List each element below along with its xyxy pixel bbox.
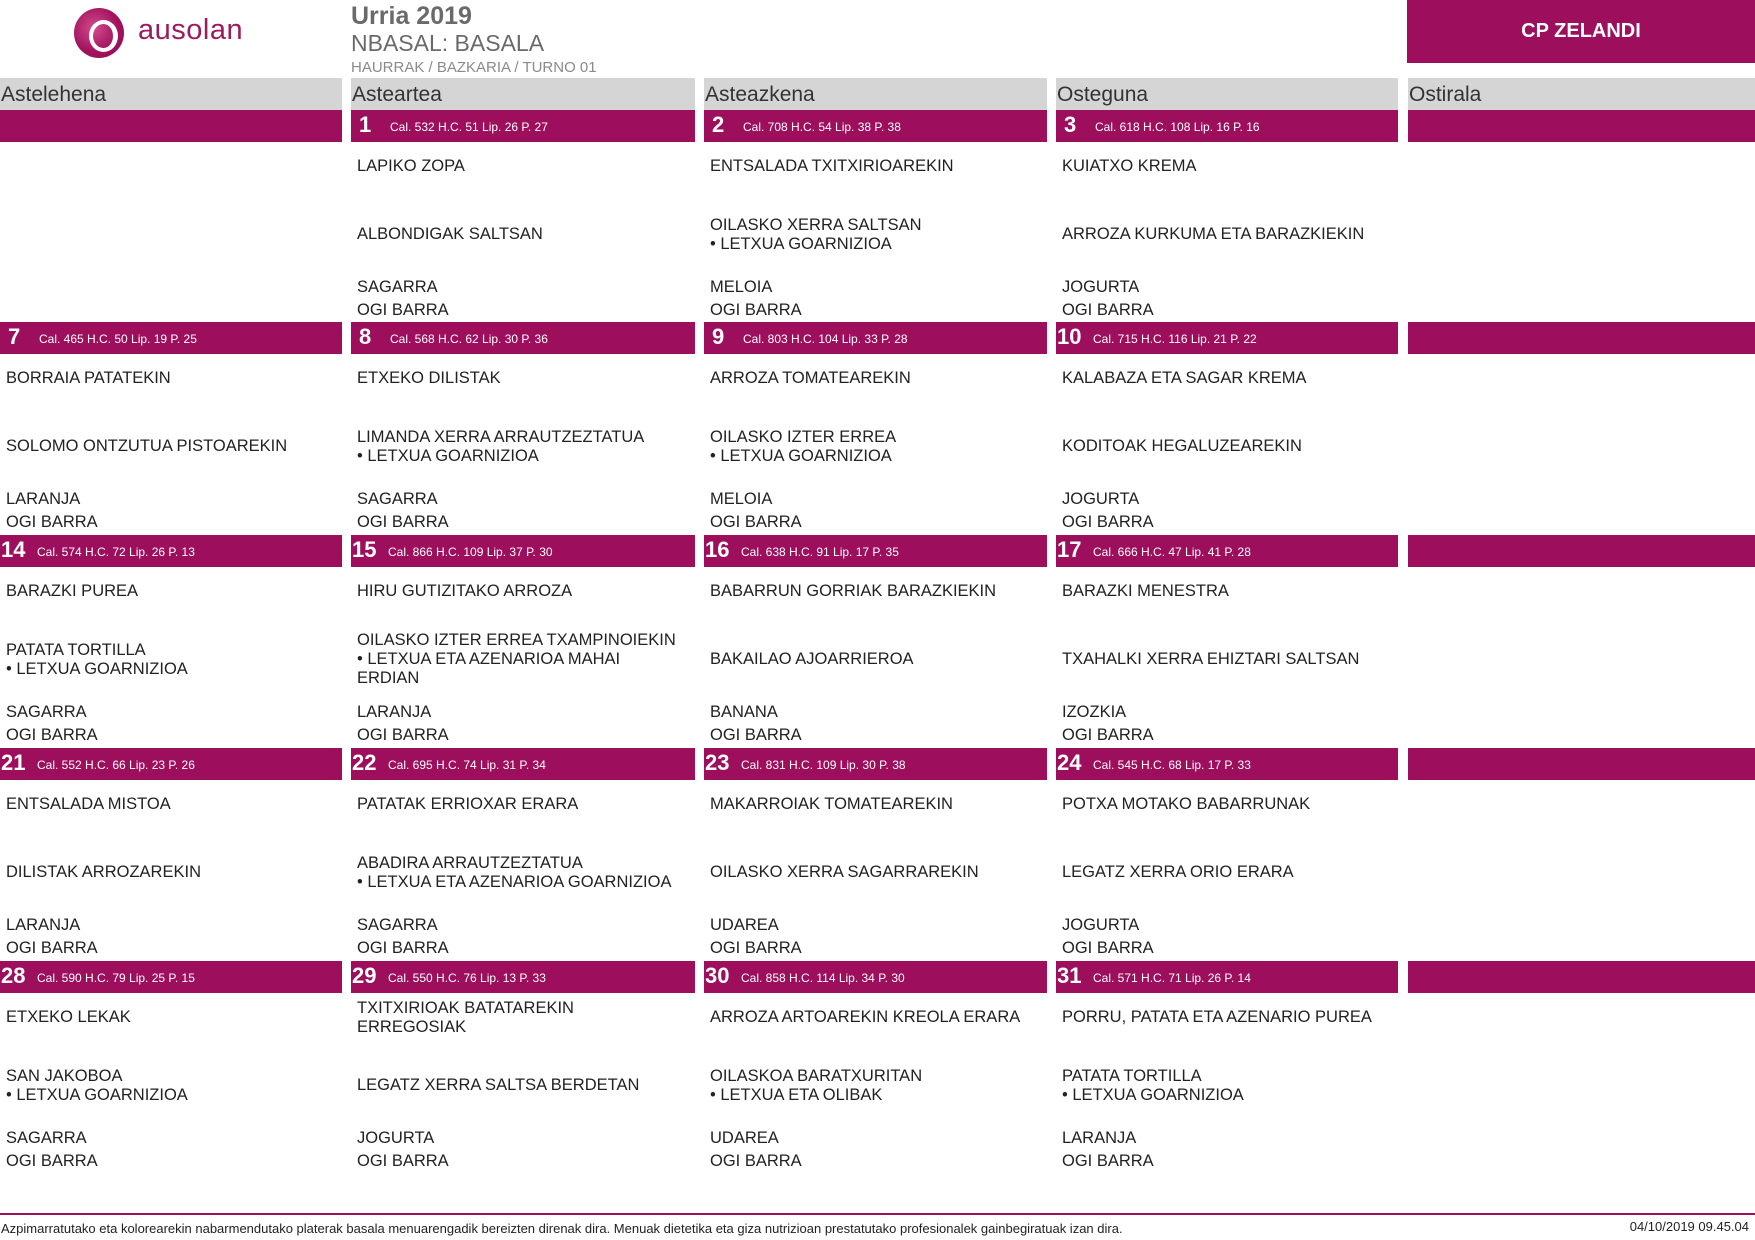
logo-text: ausolan xyxy=(138,14,244,46)
bread: OGI BARRA xyxy=(710,513,802,531)
day-bar xyxy=(0,535,342,567)
dessert: IZOZKIA xyxy=(1062,703,1127,721)
nutrition-info: Cal. 618 H.C. 108 Lip. 16 P. 16 xyxy=(1095,120,1260,134)
day-bar xyxy=(1056,535,1398,567)
day-bar xyxy=(351,322,695,354)
first-course: BARAZKI MENESTRA xyxy=(1062,582,1229,600)
bread: OGI BARRA xyxy=(710,1152,802,1170)
second-course: ERDIAN xyxy=(357,669,420,687)
day-number: 29 xyxy=(352,963,377,988)
day-bar xyxy=(704,961,1047,993)
day-number: 17 xyxy=(1057,537,1082,562)
second-course: OILASKO XERRA SALTSAN xyxy=(710,215,922,234)
first-course: ARROZA TOMATEAREKIN xyxy=(710,369,911,387)
nutrition-info: Cal. 695 H.C. 74 Lip. 31 P. 34 xyxy=(388,758,546,772)
dessert: JOGURTA xyxy=(357,1129,435,1147)
second-course: LIMANDA XERRA ARRAUTZEZTATUA xyxy=(357,427,645,446)
second-course: PATATA TORTILLA xyxy=(6,640,146,659)
nutrition-info: Cal. 545 H.C. 68 Lip. 17 P. 33 xyxy=(1093,758,1251,772)
first-course: KUIATXO KREMA xyxy=(1062,157,1197,175)
day-number: 3 xyxy=(1064,112,1077,137)
second-course: • LETXUA GOARNIZIOA xyxy=(710,234,892,253)
day-number: 31 xyxy=(1057,963,1082,988)
day-number: 30 xyxy=(705,963,730,988)
second-course: OILASKO IZTER ERREA TXAMPINOIEKIN xyxy=(357,631,676,649)
logo-a-icon xyxy=(74,8,124,58)
dessert: UDAREA xyxy=(710,916,779,934)
dessert: UDAREA xyxy=(710,1129,779,1147)
nutrition-info: Cal. 568 H.C. 62 Lip. 30 P. 36 xyxy=(390,332,548,346)
day-header-3: Osteguna xyxy=(1056,78,1398,110)
day-bar xyxy=(1056,322,1398,354)
day-header-2: Asteazkena xyxy=(704,78,1047,110)
day-bar xyxy=(351,535,695,567)
day-bar xyxy=(0,961,342,993)
first-course: LAPIKO ZOPA xyxy=(357,157,465,175)
second-course: • LETXUA GOARNIZIOA xyxy=(357,446,539,465)
day-number: 8 xyxy=(359,324,372,349)
dessert: JOGURTA xyxy=(1062,916,1140,934)
day-header-0: Astelehena xyxy=(0,78,342,110)
nutrition-info: Cal. 574 H.C. 72 Lip. 26 P. 13 xyxy=(37,545,195,559)
day-bar xyxy=(704,535,1047,567)
bread: OGI BARRA xyxy=(1062,301,1154,319)
nutrition-info: Cal. 638 H.C. 91 Lip. 17 P. 35 xyxy=(741,545,899,559)
bread: OGI BARRA xyxy=(357,726,449,744)
second-course: TXAHALKI XERRA EHIZTARI SALTSAN xyxy=(1062,650,1360,668)
school-badge: CP ZELANDI xyxy=(1407,0,1755,63)
bread: OGI BARRA xyxy=(357,301,449,319)
bread: OGI BARRA xyxy=(6,726,98,744)
first-course: PORRU, PATATA ETA AZENARIO PUREA xyxy=(1062,1008,1372,1026)
day-bar xyxy=(351,961,695,993)
bread: OGI BARRA xyxy=(710,939,802,957)
bread: OGI BARRA xyxy=(1062,939,1154,957)
day-bar xyxy=(704,110,1047,142)
day-bar xyxy=(1408,961,1755,993)
footer-note: Azpimarratutako eta kolorearekin nabarmendutako platerak basala menuarengadik bereizten direnak dira. Menuak dietetika eta giza nutrizioan prestatutako profesionalek gainbegiratuak izan dira. xyxy=(1,1221,1123,1236)
day-bar xyxy=(704,322,1047,354)
nutrition-info: Cal. 858 H.C. 114 Lip. 34 P. 30 xyxy=(741,971,905,985)
nutrition-info: Cal. 666 H.C. 47 Lip. 41 P. 28 xyxy=(1093,545,1251,559)
day-number: 7 xyxy=(8,324,21,349)
nutrition-info: Cal. 552 H.C. 66 Lip. 23 P. 26 xyxy=(37,758,195,772)
bread: OGI BARRA xyxy=(6,939,98,957)
footer-divider xyxy=(0,1213,1755,1215)
dessert: MELOIA xyxy=(710,278,773,296)
page-title: Urria 2019 xyxy=(351,2,472,30)
nutrition-info: Cal. 831 H.C. 109 Lip. 30 P. 38 xyxy=(741,758,906,772)
day-number: 9 xyxy=(712,324,725,349)
bread: OGI BARRA xyxy=(710,301,802,319)
first-course: POTXA MOTAKO BABARRUNAK xyxy=(1062,795,1311,813)
second-course: LEGATZ XERRA ORIO ERARA xyxy=(1062,863,1294,881)
second-course: • LETXUA ETA AZENARIOA GOARNIZIOA xyxy=(357,872,672,891)
day-bar xyxy=(1408,748,1755,780)
bread: OGI BARRA xyxy=(357,1152,449,1170)
second-course: ABADIRA ARRAUTZEZTATUA xyxy=(357,853,583,872)
first-course: ERREGOSIAK xyxy=(357,1017,467,1036)
bread: OGI BARRA xyxy=(357,939,449,957)
nutrition-info: Cal. 532 H.C. 51 Lip. 26 P. 27 xyxy=(390,120,548,134)
second-course: DILISTAK ARROZAREKIN xyxy=(6,863,201,881)
day-number: 1 xyxy=(359,112,372,137)
day-bar xyxy=(0,322,342,354)
day-number: 21 xyxy=(1,750,26,775)
day-bar xyxy=(0,748,342,780)
nutrition-info: Cal. 571 H.C. 71 Lip. 26 P. 14 xyxy=(1093,971,1251,985)
second-course: SOLOMO ONTZUTUA PISTOAREKIN xyxy=(6,437,288,455)
second-course: BAKAILAO AJOARRIEROA xyxy=(710,650,914,668)
menu-subtitle: HAURRAK / BAZKARIA / TURNO 01 xyxy=(351,59,597,76)
bread: OGI BARRA xyxy=(6,513,98,531)
second-course: OILASKO XERRA SAGARRAREKIN xyxy=(710,863,979,881)
second-course: LEGATZ XERRA SALTSA BERDETAN xyxy=(357,1076,640,1094)
nutrition-info: Cal. 708 H.C. 54 Lip. 38 P. 38 xyxy=(743,120,901,134)
first-course: BABARRUN GORRIAK BARAZKIEKIN xyxy=(710,582,997,600)
ausolan-logo xyxy=(74,8,274,58)
second-course: • LETXUA GOARNIZIOA xyxy=(6,659,188,678)
dessert: BANANA xyxy=(710,703,778,721)
day-number: 22 xyxy=(352,750,377,775)
dessert: LARANJA xyxy=(6,490,81,508)
day-bar xyxy=(351,110,695,142)
day-header-4: Ostirala xyxy=(1408,78,1755,110)
first-course: PATATAK ERRIOXAR ERARA xyxy=(357,795,579,813)
day-bar xyxy=(351,748,695,780)
bread: OGI BARRA xyxy=(357,513,449,531)
bread: OGI BARRA xyxy=(1062,513,1154,531)
second-course: • LETXUA GOARNIZIOA xyxy=(1062,1085,1244,1104)
bread: OGI BARRA xyxy=(6,1152,98,1170)
day-header-1: Asteartea xyxy=(351,78,695,110)
second-course: • LETXUA GOARNIZIOA xyxy=(6,1085,188,1104)
dessert: SAGARRA xyxy=(357,278,438,296)
dessert: SAGARRA xyxy=(357,916,438,934)
second-course: • LETXUA ETA OLIBAK xyxy=(710,1085,883,1104)
day-bar xyxy=(704,748,1047,780)
nutrition-info: Cal. 866 H.C. 109 Lip. 37 P. 30 xyxy=(388,545,553,559)
first-course: BORRAIA PATATEKIN xyxy=(6,369,171,387)
day-number: 14 xyxy=(1,537,26,562)
second-course: PATATA TORTILLA xyxy=(1062,1066,1202,1085)
first-course: ENTSALADA MISTOA xyxy=(6,795,171,813)
dessert: SAGARRA xyxy=(6,703,87,721)
menu-type: NBASAL: BASALA xyxy=(351,30,545,56)
dessert: SAGARRA xyxy=(357,490,438,508)
second-course: SAN JAKOBOA xyxy=(6,1066,123,1085)
first-course: BARAZKI PUREA xyxy=(6,582,139,600)
day-number: 2 xyxy=(712,112,725,137)
first-course: ETXEKO DILISTAK xyxy=(357,369,501,387)
first-course: TXITXIRIOAK BATATAREKIN xyxy=(357,998,574,1017)
footer-timestamp: 04/10/2019 09.45.04 xyxy=(1629,1219,1749,1234)
second-course: ARROZA KURKUMA ETA BARAZKIEKIN xyxy=(1062,225,1365,243)
nutrition-info: Cal. 550 H.C. 76 Lip. 13 P. 33 xyxy=(388,971,546,985)
first-course: ETXEKO LEKAK xyxy=(6,1008,131,1026)
dessert: LARANJA xyxy=(1062,1129,1137,1147)
second-course: • LETXUA GOARNIZIOA xyxy=(710,446,892,465)
bread: OGI BARRA xyxy=(1062,1152,1154,1170)
day-bar xyxy=(1408,535,1755,567)
dessert: LARANJA xyxy=(6,916,81,934)
nutrition-info: Cal. 803 H.C. 104 Lip. 33 P. 28 xyxy=(743,332,908,346)
day-number: 15 xyxy=(352,537,377,562)
dessert: LARANJA xyxy=(357,703,432,721)
day-number: 23 xyxy=(705,750,730,775)
day-bar xyxy=(0,110,342,142)
second-course: KODITOAK HEGALUZEAREKIN xyxy=(1062,437,1302,455)
day-number: 28 xyxy=(1,963,26,988)
day-bar xyxy=(1408,322,1755,354)
second-course: OILASKOA BARATXURITAN xyxy=(710,1066,923,1085)
bread: OGI BARRA xyxy=(710,726,802,744)
nutrition-info: Cal. 715 H.C. 116 Lip. 21 P. 22 xyxy=(1093,332,1257,346)
dessert: SAGARRA xyxy=(6,1129,87,1147)
day-bar xyxy=(1056,961,1398,993)
second-course: ALBONDIGAK SALTSAN xyxy=(357,225,543,243)
second-course: OILASKO IZTER ERREA xyxy=(710,427,897,446)
day-number: 10 xyxy=(1057,324,1082,349)
bread: OGI BARRA xyxy=(1062,726,1154,744)
day-bar xyxy=(1408,110,1755,142)
first-course: HIRU GUTIZITAKO ARROZA xyxy=(357,582,573,600)
day-number: 16 xyxy=(705,537,730,562)
day-bar xyxy=(1056,748,1398,780)
dessert: JOGURTA xyxy=(1062,490,1140,508)
first-course: KALABAZA ETA SAGAR KREMA xyxy=(1062,369,1307,387)
second-course: • LETXUA ETA AZENARIOA MAHAI xyxy=(357,650,621,668)
dessert: JOGURTA xyxy=(1062,278,1140,296)
first-course: ENTSALADA TXITXIRIOAREKIN xyxy=(710,157,954,175)
day-bar xyxy=(1056,110,1398,142)
first-course: ARROZA ARTOAREKIN KREOLA ERARA xyxy=(710,1008,1021,1026)
nutrition-info: Cal. 465 H.C. 50 Lip. 19 P. 25 xyxy=(39,332,197,346)
nutrition-info: Cal. 590 H.C. 79 Lip. 25 P. 15 xyxy=(37,971,195,985)
dessert: MELOIA xyxy=(710,490,773,508)
day-number: 24 xyxy=(1057,750,1082,775)
first-course: MAKARROIAK TOMATEAREKIN xyxy=(710,795,953,813)
